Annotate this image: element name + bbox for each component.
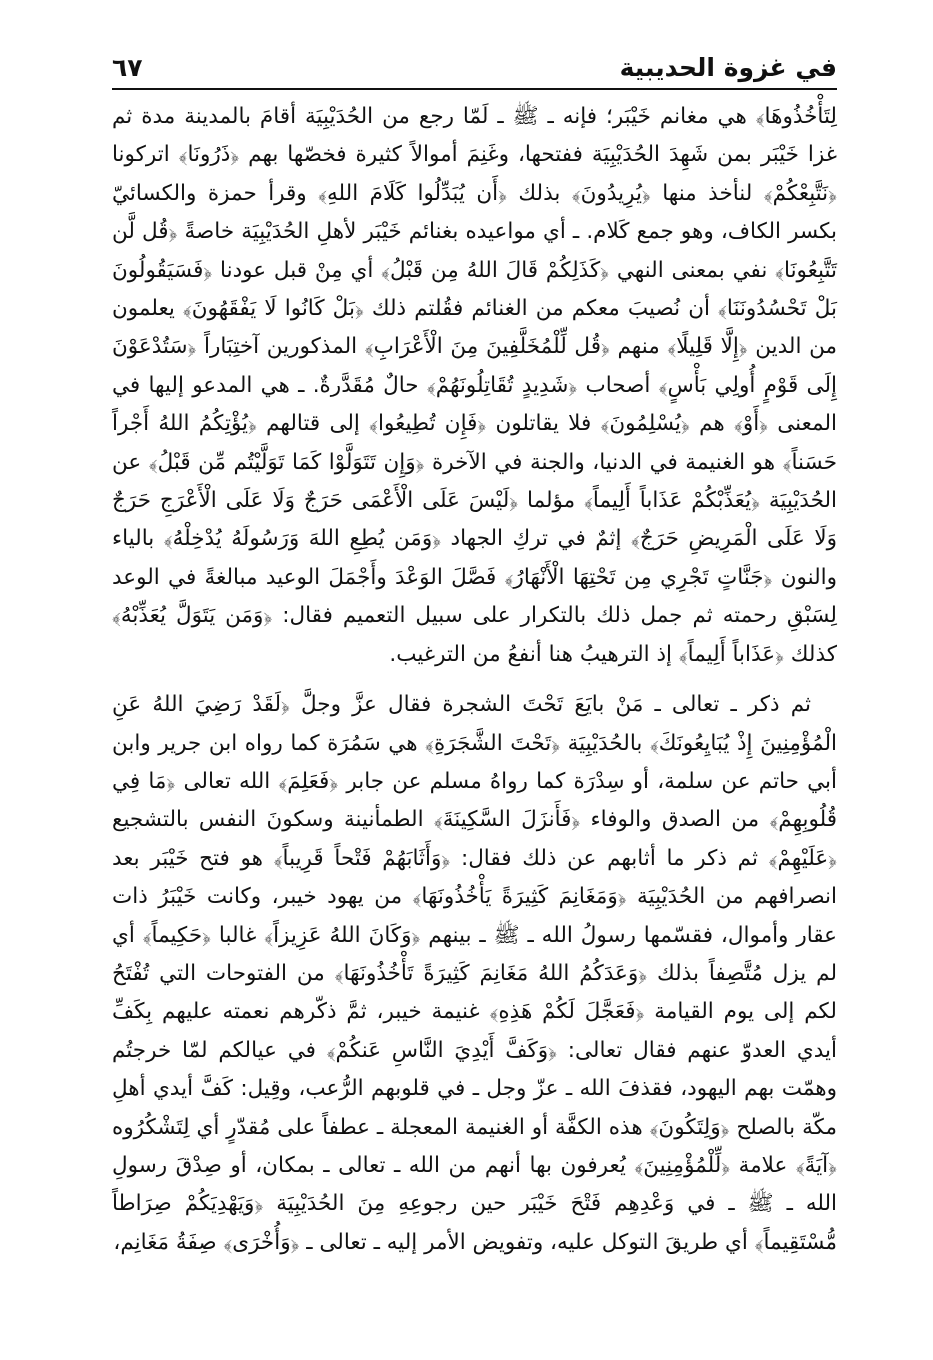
body-text [112, 98, 837, 1262]
running-title: في غزوة الحديبية [619, 53, 837, 82]
paragraph: ثم ذكر ـ تعالى ـ مَنْ بايَعَ تَحْتَ الشجرة فقال عزَّ وجلَّ ﴿لَقَدْ رَضِيَ اللهُ عَنِ الْمُؤْمِنِينَ إِذْ يُبَايِعُونَكَ﴾ بالحُدَيْبِيَة ﴿تَحْتَ الشَّجَرَةِ﴾ هي سَمُرَة كما رواه ابن جرير وابن أبي حاتم عن سلمة، أو سِدْرَة كما رواهُ مسلم عن جابر ﴿فَعَلِمَ﴾ الله تعالى ﴿مَا فِي قُلُوبِهِمْ﴾ من الصدق والوفاء ﴿فَأَنزَلَ السَّكِينَةَ﴾ الطمأنينة وسكونَ النفس بالتشجيع ﴿عَلَيْهِمْ﴾ ثم ذكر ما أثابهم عن ذلك فقال: ﴿وَأَثَابَهُمْ فَتْحاً قَرِيباً﴾ هو فتح خَيْبَر بعد انصرافهم من الحُدَيْبِيَة ﴿وَمَغَانِمَ كَثِيرَةً يَأْخُذُونَهَا﴾ من يهود خيبر، وكانت خَيْبَرُ ذات عقار وأموال، فقسّمها رسولُ الله ـ ﷺ ـ بينهم ﴿وَكَانَ اللهُ عَزِيزاً﴾ غالبا ﴿حَكِيماً﴾ أي لم يزل مُتَّصِفاً بذلك ﴿وَعَدَكُمُ اللهُ مَغَانِمَ كَثِيرَةً تَأْخُذُونَهَا﴾ من الفتوحات التي تُفْتَحُ لكم إلى يوم القيامة ﴿فَعَجَّلَ لَكُمْ هَذِهِ﴾ غنيمة خيبر، ثمَّ ذكّرهم نعمته عليهم بِكَفِّ أيدي العدوّ عنهم فقال تعالى: ﴿وَكَفَّ أَيْدِيَ النَّاسِ عَنكُمْ﴾ في عيالكم لمّا خرجتُم وهمّت بهم اليهود، فقذفَ الله ـ عزّ وجل ـ في قلوبهم الرُّعب، وقِيل: كَفَّ أيدي أهلِ مكّة بالصلح ﴿وَلِتَكُونَ﴾ هذه الكفَّة أو الغنيمة المعجلة ـ عطفاً على مُقدّرٍ أي لِتَشْكُرُوه ﴿آيَةً﴾ علامة ﴿لِّلْمُؤْمِنِينَ﴾ يُعرفون بها أنهم من الله ـ تعالى ـ بمكان، أو صِدْقَ رسولِ الله ـ ﷺ ـ في وَعْدِهِم فَتْحَ خَيْبَر حين رجوعِهِ مِنَ الحُدَيْبِيَة ﴿وَيَهْدِيَكُمْ صِرَاطاً مُّسْتَقِيماً﴾ أي طريقَ التوكل عليه، وتفويض الأمر إليه ـ تعالى ـ ﴿وَأُخْرَى﴾ صِفَةُ مَغَانِم، [112, 692, 837, 1255]
paragraph: لِتَأْخُذُوهَا﴾ هي مغانم خَيْبَر؛ فإنه ـ ﷺ ـ لَمّا رجع من الحُدَيْبِيَة أقامَ بالمدينة مدة ثم غزا خَيْبَر بمن شَهِدَ الحُدَيْبِيَة ففتحها، وغَنِمَ أموالاً كثيرة فخصّها بهم ﴿ذَرُونَا﴾ اتركونا ﴿نَتَّبِعْكُمْ﴾ لنأخذ منها ﴿يُرِيدُونَ﴾ بذلك ﴿أَن يُبَدِّلُوا كَلَامَ اللهِ﴾ وقرأ حمزة والكسائيّ بكسر الكاف، وهو جمع كَلام. ـ أي مواعيده بغنائم خَيْبَر لأهلِ الحُدَيْبِيَة خاصةً ﴿قُل لَّن تَتَّبِعُونَا﴾ نفي بمعنى النهي ﴿كَذَلِكُمْ قَالَ اللهُ مِن قَبْلُ﴾ أي مِنْ قبل عودنا ﴿فَسَيَقُولُونَ بَلْ تَحْسُدُونَنَا﴾ أن نُصيبَ معكم من الغنائم فقُلتم ذلك ﴿بَلْ كَانُوا لَا يَفْقَهُونَ﴾ يعلمون من الدين ﴿إِلَّا قَلِيلًا﴾ منهم ﴿قُل لِّلْمُخَلَّفِينَ مِنَ الْأَعْرَابِ﴾ المذكورين آختِبَاراً ﴿سَتُدْعَوْنَ إِلَى قَوْمٍ أُولِي بَأْسٍ﴾ أصحاب ﴿شَدِيدٍ تُقَاتِلُونَهُمْ﴾ حالٌ مُقَدَّرةٌ. ـ هي المدعو إليها في المعنى ﴿أَوْ﴾ هم ﴿يُسْلِمُونَ﴾ فلا يقاتلون ﴿فَإِن تُطِيعُوا﴾ إلى قتالهم ﴿يُؤْتِكُمُ اللهُ أَجْراً حَسَناً﴾ هو الغنيمة في الدنيا، والجنة في الآخرة ﴿وَإِن تَتَوَلَّوْا كَمَا تَوَلَّيْتُم مِّن قَبْلُ﴾ عن الحُدَيْبِيَة ﴿يُعَذِّبْكُمْ عَذَاباً أَلِيماً﴾ مؤلما ﴿لَيْسَ عَلَى الْأَعْمَى حَرَجٌ وَلَا عَلَى الْأَعْرَجِ حَرَجٌ وَلَا عَلَى الْمَرِيضِ حَرَجٌ﴾ إثمٌ في تركِ الجهاد ﴿وَمَن يُطِعِ اللهَ وَرَسُولَهُ يُدْخِلْهُ﴾ بالياء والنون ﴿جَنَّاتٍ تَجْرِي مِن تَحْتِهَا الْأَنْهَارُ﴾ فَصَّلَ الوَعْدَ وأَجْمَلَ الوعيد مبالغةً في الوعد لِسَبْقِ رحمته ثم جمل ذلك بالتكرار على سبيل التعميم فقال: ﴿وَمَن يَتَوَلَّ يُعَذِّبْهُ﴾ كذلك ﴿عَذَاباً أَلِيماً﴾ إذ الترهيبُ هنا أنفعُ من الترغيب. [112, 104, 837, 667]
page-number: ٦٧ [112, 53, 143, 82]
page-header [112, 40, 837, 90]
